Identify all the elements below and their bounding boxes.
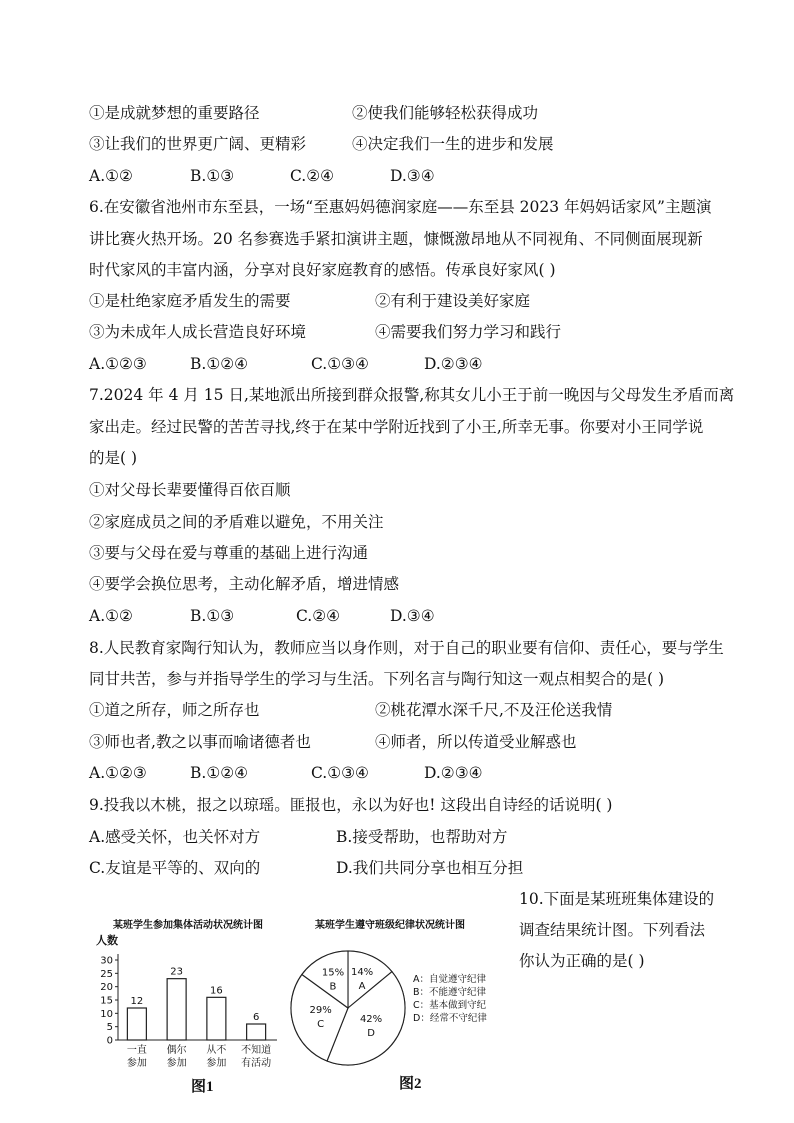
q7-stmt2: ②家庭成员之间的矛盾难以避免，不用关注 xyxy=(89,513,384,531)
q5-option-c: C.②④ xyxy=(290,167,335,185)
q9-option-d: D.我们共同分享也相互分担 xyxy=(336,859,524,877)
q6-option-b: B.①②④ xyxy=(190,355,249,373)
q6-stmt3: ③为未成年人成长营造良好环境 xyxy=(89,323,307,341)
bar-category-label: 参加 xyxy=(206,1058,227,1069)
q8-stem-line1: 8.人民教育家陶行知认为，教师应当以身作则，对于自己的职业要有信仰、责任心，要与学生 xyxy=(89,639,724,657)
bar-value-label: 6 xyxy=(252,1012,260,1023)
q5-option-b: B.①③ xyxy=(190,167,235,185)
pie-percent-label: 42% xyxy=(359,1013,383,1025)
q7-stmt1: ①对父母长辈要懂得百依百顺 xyxy=(89,481,291,499)
bar-category-label: 偶尔 xyxy=(166,1045,187,1056)
q5-stmt1: ①是成就梦想的重要路径 xyxy=(89,104,260,122)
bar-ytick-label: 25 xyxy=(100,968,113,980)
pie-legend-item: A：自觉遵守纪律 xyxy=(413,974,486,985)
q8-option-d: D.②③④ xyxy=(424,764,483,782)
bar-ytick-label: 15 xyxy=(100,995,113,1007)
q7-option-b: B.①③ xyxy=(190,607,235,625)
q5-stmt2: ②使我们能够轻松获得成功 xyxy=(352,104,539,122)
pie-percent-label: 29% xyxy=(309,1004,332,1016)
bar xyxy=(247,1024,266,1040)
q6-stem-line2: 讲比赛火热开场。20 名参赛选手紧扣演讲主题，慷慨激昂地从不同视角、不同侧面展现新 xyxy=(89,230,703,248)
pie-key-label: D xyxy=(367,1027,375,1039)
q6-option-a: A.①②③ xyxy=(89,355,147,373)
q9-option-a: A.感受关怀，也关怀对方 xyxy=(89,828,261,846)
bar-category-label: 参加 xyxy=(166,1058,187,1069)
q6-option-c: C.①③④ xyxy=(311,355,369,373)
bar-ytick-label: 10 xyxy=(100,1008,113,1020)
q8-stmt2: ②桃花潭水深千尺,不及汪伦送我情 xyxy=(375,701,613,719)
bar-chart xyxy=(92,910,292,1075)
bar-ytick-label: 20 xyxy=(100,982,113,994)
pie-percent-label: 14% xyxy=(350,967,374,979)
bar-chart-ylabel: 人数 xyxy=(96,934,118,947)
bar-value-label: 16 xyxy=(210,985,223,997)
bar-ytick-label: 5 xyxy=(106,1022,113,1034)
q7-option-a: A.①② xyxy=(89,607,133,625)
q7-stmt4: ④要学会换位思考，主动化解矛盾，增进情感 xyxy=(89,575,400,593)
q6-stem-line3: 时代家风的丰富内涵，分享对良好家庭教育的感悟。传承良好家风( ) xyxy=(89,261,556,279)
q8-stmt3: ③师也者,教之以事而喻诸德者也 xyxy=(89,733,311,751)
bar-ytick-label: 0 xyxy=(106,1035,113,1047)
q5-stmt4: ④决定我们一生的进步和发展 xyxy=(352,135,554,153)
q7-stem-line2: 家出走。经过民警的苦苦寻找,终于在某中学附近找到了小王,所幸无事。你要对小王同学说 xyxy=(89,418,704,436)
q8-stmt4: ④师者，所以传道受业解惑也 xyxy=(375,733,577,751)
q7-stem-line1: 7.2024 年 4 月 15 日,某地派出所接到群众报警,称其女儿小王于前一晚因与父母发生矛盾而离 xyxy=(89,386,735,404)
q10-stem-line1: 10.下面是某班班集体建设的 xyxy=(519,890,715,908)
pie-key-label: C xyxy=(317,1018,325,1030)
q6-stmt1: ①是杜绝家庭矛盾发生的需要 xyxy=(89,292,291,310)
q8-option-a: A.①②③ xyxy=(89,764,147,782)
q8-stem-line2: 同甘共苦，参与并指导学生的学习与生活。下列名言与陶行知这一观点相契合的是( ) xyxy=(89,670,665,688)
pie-key-label: A xyxy=(358,981,366,993)
q5-stmt3: ③让我们的世界更广阔、更精彩 xyxy=(89,135,307,153)
q6-stmt4: ④需要我们努力学习和践行 xyxy=(375,323,562,341)
q8-option-b: B.①②④ xyxy=(190,764,249,782)
pie-key-label: B xyxy=(329,981,337,993)
bar-ytick-label: 30 xyxy=(100,955,113,967)
q8-option-c: C.①③④ xyxy=(311,764,369,782)
q7-stem-line3: 的是( ) xyxy=(89,449,138,467)
q9-option-c: C.友谊是平等的、双向的 xyxy=(89,859,261,877)
q6-stem-line1: 6.在安徽省池州市东至县，一场“至惠妈妈德润家庭——东至县 2023 年妈妈话家风”主题演 xyxy=(89,198,712,216)
bar xyxy=(167,979,186,1040)
bar xyxy=(127,1008,146,1040)
q9-option-b: B.接受帮助，也帮助对方 xyxy=(336,828,508,846)
pie-legend-item: D：经常不守纪律 xyxy=(413,1013,487,1024)
bar-value-label: 12 xyxy=(130,996,144,1007)
bar-category-label: 从不 xyxy=(206,1045,227,1056)
pie-legend-item: C：基本做到守纪 xyxy=(413,1000,487,1011)
figure2-caption: 图2 xyxy=(399,1076,422,1092)
q10-stem-line3: 你认为正确的是( ) xyxy=(519,952,645,970)
bar-category-label: 不知道 xyxy=(241,1045,272,1056)
bar-category-label: 一直 xyxy=(126,1045,147,1056)
q9-stem: 9.投我以木桃，报之以琼瑶。匪报也，永以为好也! 这段出自诗经的话说明( ) xyxy=(89,796,613,814)
bar-category-label: 有活动 xyxy=(241,1058,272,1069)
pie-percent-label: 15% xyxy=(321,967,345,979)
q7-stmt3: ③要与父母在爱与尊重的基础上进行沟通 xyxy=(89,544,369,562)
bar-chart-title: 某班学生参加集体活动状况统计图 xyxy=(113,920,263,931)
pie-chart-title: 某班学生遵守班级纪律状况统计图 xyxy=(315,920,465,931)
q7-option-d: D.③④ xyxy=(390,607,435,625)
q10-stem-line2: 调查结果统计图。下列看法 xyxy=(519,921,706,939)
pie-chart xyxy=(286,910,508,1075)
figure1-caption: 图1 xyxy=(191,1079,214,1095)
pie-legend-item: B：不能遵守纪律 xyxy=(413,987,487,998)
q8-stmt1: ①道之所存，师之所存也 xyxy=(89,701,260,719)
bar-category-label: 参加 xyxy=(126,1058,147,1069)
q6-option-d: D.②③④ xyxy=(424,355,483,373)
bar-value-label: 23 xyxy=(170,966,183,978)
q5-option-a: A.①② xyxy=(89,167,133,185)
q6-stmt2: ②有利于建设美好家庭 xyxy=(375,292,531,310)
q7-option-c: C.②④ xyxy=(296,607,341,625)
bar xyxy=(207,997,226,1040)
q5-option-d: D.③④ xyxy=(390,167,435,185)
